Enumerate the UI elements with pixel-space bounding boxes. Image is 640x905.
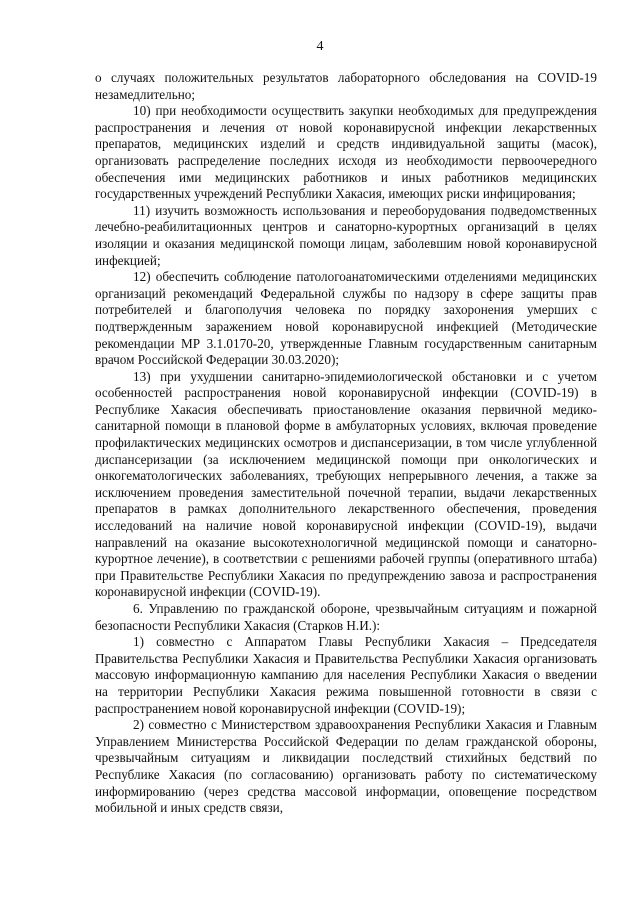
section-6-heading: 6. Управлению по гражданской обороне, чрезвычайным ситуациям и пожарной безопасности Республики Хакасия (Старков Н.И.): — [95, 601, 597, 633]
page-number: 4 — [316, 39, 324, 54]
paragraph-section-6-item-1: 1) совместно с Аппаратом Главы Республики Хакасия – Председателя Правительства Республики Хакасия и Правительства Республики Хакасия организовать массовую информационную кампанию для населения Республики Хакасия о введении на территории Республики Хакасия режима повышенной готовности в связи с распространением новой коронавирусной инфекции (COVID-19); — [95, 634, 597, 716]
paragraph-continuation: о случаях положительных результатов лабораторного обследования на COVID-19 незамедлительно; — [95, 70, 597, 102]
document-body — [95, 70, 597, 817]
paragraph-item-13: 13) при ухудшении санитарно-эпидемиологической обстановки и с учетом особенностей распространения новой коронавирусной инфекции (COVID-19) в Республике Хакасия обеспечивать приостановление оказания первичной медико-санитарной помощи в плановой форме в амбулаторных условиях, включая проведение профилактических медицинских осмотров и диспансеризации, в том числе углубленной диспансеризации (за исключением медицинской помощи при онкологических и онкогематологических заболеваниях, требующих непрерывного лечения, а также за исключением проведения заместительной почечной терапии, выдачи лекарственных препаратов в рамках дополнительного лекарственного обеспечения, проведения исследований на наличие новой коронавирусной инфекции (COVID-19), выдачи направлений на оказание высокотехнологичной медицинской помощи и санаторно-курортное лечение), в соответствии с решениями рабочей группы (оперативного штаба) при Правительстве Республики Хакасия по предупреждению завоза и распространения коронавирусной инфекции (COVID-19). — [95, 368, 597, 600]
paragraph-section-6-item-2: 2) совместно с Министерством здравоохранения Республики Хакасия и Главным Управлением Министерства Российской Федерации по делам гражданской обороны, чрезвычайным ситуациям и ликвидации последствий стихийных бедствий по Республике Хакасия (по согласованию) организовать работу по систематическому информированию (через средства массовой информации, оповещение посредством мобильной и иных средств связи, — [95, 717, 597, 816]
paragraph-item-10: 10) при необходимости осуществить закупки необходимых для предупреждения распространения и лечения от новой коронавирусной инфекции лекарственных препаратов, медицинских изделий и средств индивидуальной защиты (масок), организовать распределение последних исходя из необходимости первоочередного обеспечения ими медицинских работников и иных работников медицинских государственных учреждений Республики Хакасия, имеющих риски инфицирования; — [95, 103, 597, 202]
paragraph-item-12: 12) обеспечить соблюдение патологоанатомическими отделениями медицинских организаций рекомендаций Федеральной службы по надзору в сфере защиты прав потребителей и благополучия человека по порядку захоронения умерших с подтвержденным заражением новой коронавирусной инфекцией (Методические рекомендации МР 3.1.0170-20, утвержденные Главным государственным санитарным врачом Российской Федерации 30.03.2020); — [95, 269, 597, 368]
paragraph-item-11: 11) изучить возможность использования и переоборудования подведомственных лечебно-реабилитационных центров и санаторно-курортных организаций в целях изоляции и оказания медицинской помощи лицам, заболевшим новой коронавирусной инфекцией; — [95, 202, 597, 268]
